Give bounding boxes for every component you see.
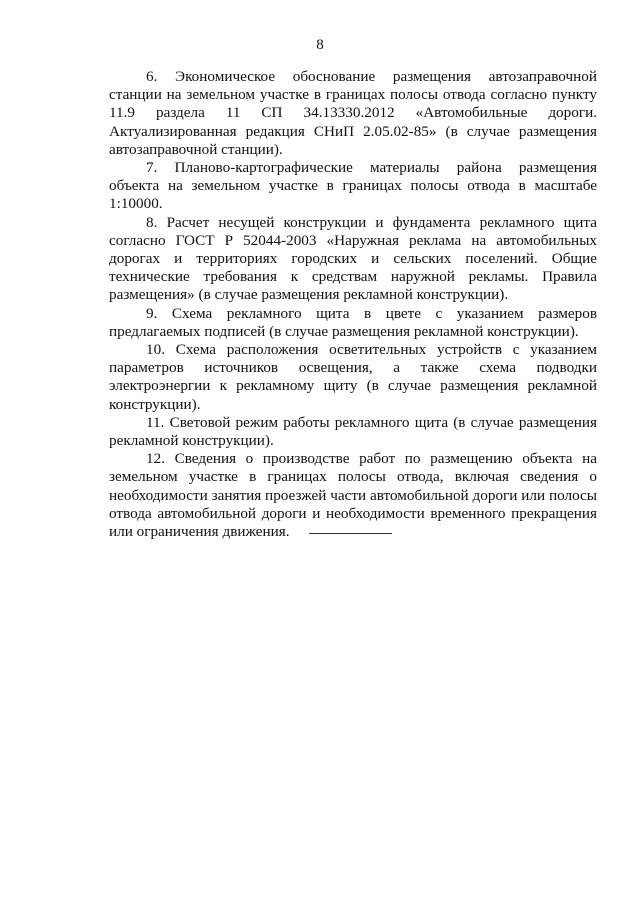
document-body: [109, 68, 597, 541]
list-item-9: 9. Схема рекламного щита в цвете с указанием размеров предлагаемых подписей (в случае размещения рекламной конструкции).: [109, 304, 597, 340]
list-item-7: 7. Планово-картографические материалы района размещения объекта на земельном участке в границах полосы отвода в масштабе 1:10000.: [109, 159, 597, 213]
list-item-6: 6. Экономическое обоснование размещения автозаправочной станции на земельном участке в границах полосы отвода согласно пункту 11.9 раздела 11 СП 34.13330.2012 «Автомобильные дороги. Актуализированная редакция СНиП 2.05.02-85» (в случае размещения автозаправочной станции).: [109, 68, 597, 158]
list-item-8: 8. Расчет несущей конструкции и фундамента рекламного щита согласно ГОСТ Р 52044-2003 «Наружная реклама на автомобильных дорогах и территориях городских и сельских поселений. Общие технические требования к средствам наружной рекламы. Правила размещения» (в случае размещения рекламной конструкции).: [109, 213, 597, 304]
list-item-11: 11. Световой режим работы рекламного щита (в случае размещения рекламной конструкции).: [109, 413, 597, 450]
list-item-12: 12. Сведения о производстве работ по размещению объекта на земельном участке в границах полосы отвода, включая сведения о необходимости занятия проезжей части автомобильной дороги или полосы отвода автомобильной дороги и необходимости временного прекращения или ограничения движения.: [109, 450, 597, 541]
list-item-10: 10. Схема расположения осветительных устройств с указанием параметров источников освещения, а также схема подводки электроэнергии к рекламному щиту (в случае размещения рекламной конструкции).: [109, 341, 597, 413]
end-divider-line: [309, 533, 392, 534]
page-number: 8: [316, 37, 324, 53]
